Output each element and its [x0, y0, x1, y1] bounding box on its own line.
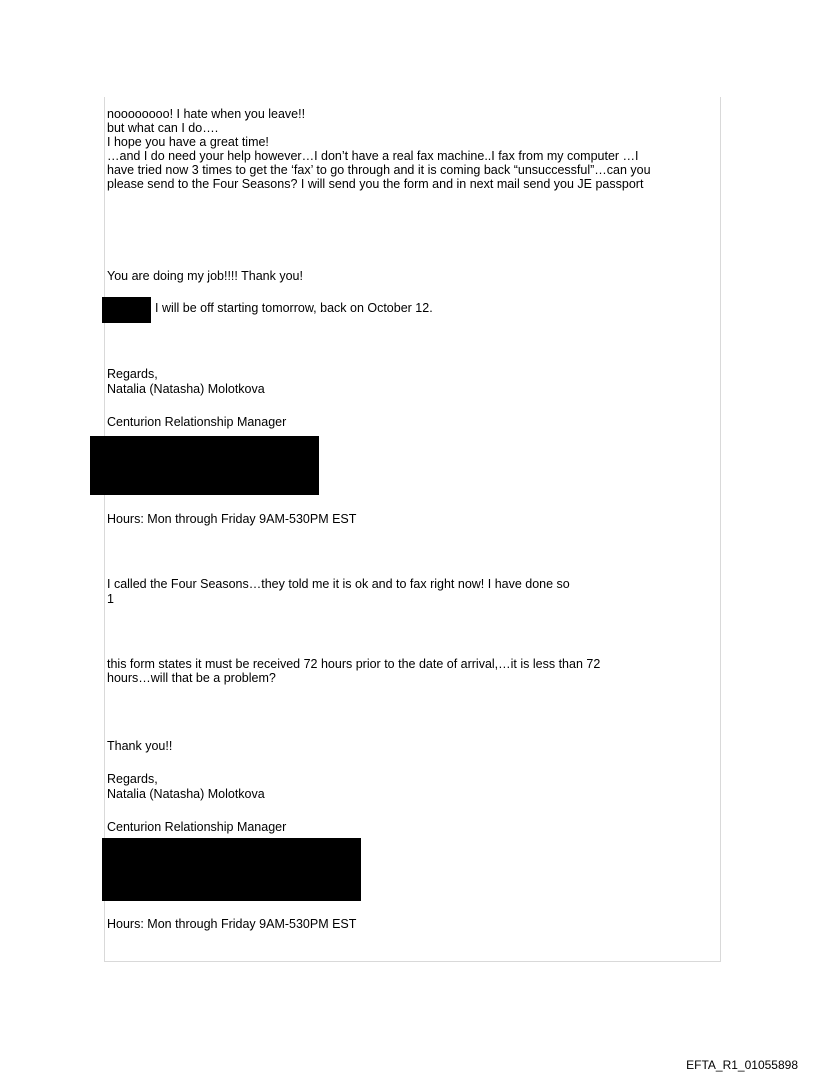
signature-hours: Hours: Mon through Friday 9AM-530PM EST [107, 917, 357, 931]
signature-title: Centurion Relationship Manager [107, 415, 287, 429]
redaction-box [90, 436, 319, 495]
reply-line: please send to the Four Seasons? I will send you the form and in next mail send you JE passport [107, 177, 644, 191]
form-line: this form states it must be received 72 hours prior to the date of arrival,…it is less than 72 [107, 657, 601, 671]
signature-regards: Regards, [107, 772, 158, 786]
signature-title: Centurion Relationship Manager [107, 820, 287, 834]
signature-regards: Regards, [107, 367, 158, 381]
signature-name: Natalia (Natasha) Molotkova [107, 787, 265, 801]
reply-line: but what can I do…. [107, 121, 219, 135]
redaction-box [102, 297, 151, 323]
thank-you-line: Thank you!! [107, 739, 173, 753]
reply-line: …and I do need your help however…I don’t have a real fax machine..I fax from my computer …I [107, 149, 639, 163]
reply-paragraph [107, 107, 651, 191]
document-id: EFTA_R1_01055898 [686, 1058, 798, 1072]
reply-line: noooooooo! I hate when you leave!! [107, 107, 306, 121]
called-number: 1 [107, 592, 114, 606]
reply-line: I hope you have a great time! [107, 135, 269, 149]
form-paragraph [107, 657, 600, 685]
reply-line: have tried now 3 times to get the ‘fax’ to go through and it is coming back “unsuccessful”…can you [107, 163, 651, 177]
redaction-box [102, 838, 361, 901]
thanks-line: You are doing my job!!!! Thank you! [107, 269, 303, 283]
called-line: I called the Four Seasons…they told me it is ok and to fax right now! I have done so [107, 577, 570, 591]
signature-hours: Hours: Mon through Friday 9AM-530PM EST [107, 512, 357, 526]
signature-name: Natalia (Natasha) Molotkova [107, 382, 265, 396]
off-notice: I will be off starting tomorrow, back on October 12. [155, 301, 433, 315]
form-line: hours…will that be a problem? [107, 671, 276, 685]
